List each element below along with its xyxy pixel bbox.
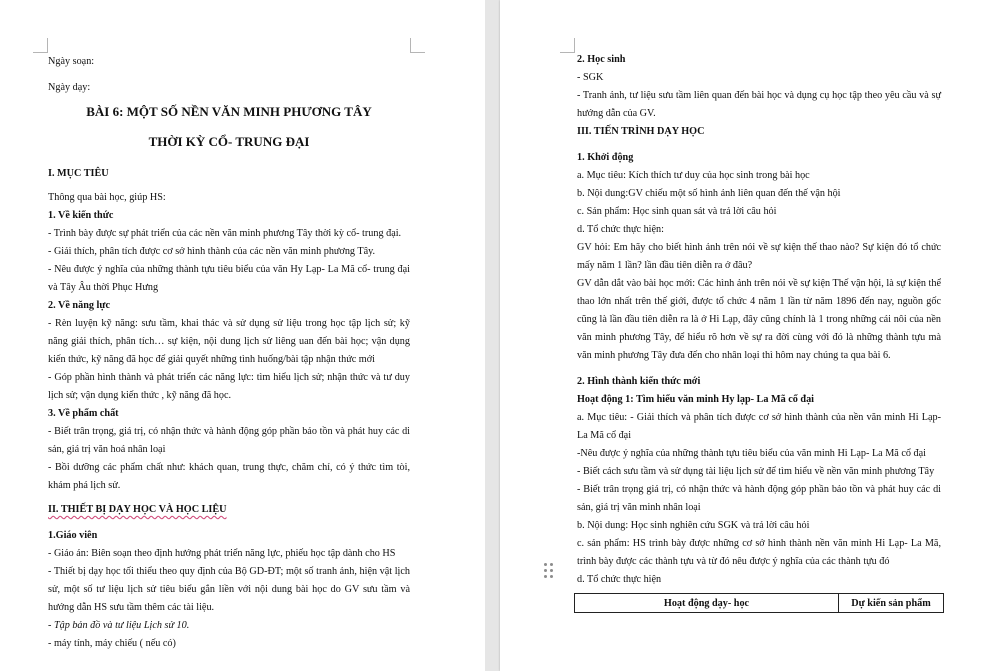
paragraph: c. Sản phẩm: Học sinh quan sát và trả lời câu hỏi [577, 206, 777, 217]
document-page-left [0, 0, 485, 671]
lesson-plan-table[interactable] [574, 593, 944, 613]
page-text-left[interactable] [48, 53, 410, 653]
paragraph: 3. Về phẩm chất [48, 408, 119, 419]
crop-mark [410, 38, 425, 53]
paragraph: c. sản phẩm: HS trình bày được những cơ sở hình thành nền văn minh Hi Lạp- La Mã, trình bày được các thành tựu và từ đó nêu được ý nghĩa của các thành tựu đó [577, 538, 941, 567]
paragraph: Thông qua bài học, giúp HS: [48, 192, 166, 203]
paragraph: Ngày dạy: [48, 82, 91, 93]
paragraph: - Góp phần hình thành và phát triển các năng lực: tìm hiểu lịch sử; nhận thức và tư duy lịch sử; vận dụng kiến thức , kỹ năng đã học. [48, 372, 410, 401]
paragraph: - Biết cách sưu tầm và sử dụng tài liệu lịch sử để tìm hiểu về nền văn minh phương Tây [577, 466, 935, 477]
paragraph: - Tập bản đồ và tư liệu Lịch sử 10. [48, 620, 190, 631]
paragraph: - Trình bày được sự phát triển của các nền văn minh phương Tây thời kỳ cổ- trung đại. [48, 228, 402, 239]
paragraph: - Thiết bị dạy học tối thiểu theo quy định của Bộ GD-ĐT; một số tranh ảnh, hiện vật lịch sử, một số tư liệu lịch sử tiêu biểu gắn liền với nội dung bài học do GV sưu tầm và hướng dẫn HS sưu tầm thêm các tài liệu. [48, 566, 410, 613]
paragraph: 1. Khởi động [577, 152, 634, 163]
paragraph: a. Mục tiêu: - Giải thích và phân tích được cơ sở hình thành của nền văn minh Hi Lạp- La Mã cổ đại [577, 412, 941, 441]
paragraph: -Nêu được ý nghĩa của những thành tựu tiêu biểu của văn minh Hi Lạp- La Mã cổ đại [577, 448, 926, 459]
paragraph: b. Nội dung:GV chiếu một số hình ảnh liên quan đến thế vận hội [577, 188, 841, 199]
paragraph: 1. Về kiến thức [48, 210, 114, 221]
crop-mark [560, 38, 575, 53]
paragraph: - SGK [577, 72, 604, 83]
paragraph: II. THIẾT BỊ DẠY HỌC VÀ HỌC LIỆU [48, 504, 227, 515]
paragraph: - Giáo án: Biên soạn theo định hướng phát triển năng lực, phiếu học tập dành cho HS [48, 548, 396, 559]
paragraph: d. Tổ chức thực hiện [577, 574, 662, 585]
paragraph: III. TIẾN TRÌNH DẠY HỌC [577, 126, 705, 137]
paragraph: - Rèn luyện kỹ năng: sưu tầm, khai thác và sử dụng sử liệu trong học tập lịch sử; kỹ năng giải thích, phân tích… sự kiện, nội dung lịch sử liêng uan đến bài học; vận dụng kiến thức, kỹ năng đã học để giải quyết những tình huống/bài tập nhận thức mới [48, 318, 410, 365]
paragraph: Hoạt động 1: Tìm hiểu văn minh Hy lạp- La Mã cổ đại [577, 394, 814, 405]
table-move-handle-icon[interactable] [544, 563, 554, 579]
paragraph: b. Nội dung: Học sinh nghiên cứu SGK và trả lời câu hỏi [577, 520, 810, 531]
paragraph: I. MỤC TIÊU [48, 168, 109, 179]
paragraph: - Biết trân trọng, giá trị, có nhận thức và hành động góp phần bảo tồn và phát huy các di sản, giá trị văn hoá nhân loại [48, 426, 410, 455]
paragraph: BÀI 6: MỘT SỐ NỀN VĂN MINH PHƯƠNG TÂY [86, 104, 372, 119]
paragraph: - Nêu được ý nghĩa của những thành tựu tiêu biểu của văn Hy Lạp- La Mã cổ- trung đại và Tây Âu thời Phục Hưng [48, 264, 410, 293]
paragraph: - Bồi dưỡng các phẩm chất như: khách quan, trung thực, chăm chỉ, có ý thức tìm tòi, khám phá lịch sử. [48, 462, 410, 491]
page-gap [485, 0, 500, 671]
document-page-right [500, 0, 993, 671]
table-header-product: Dự kiến sản phẩm [839, 594, 944, 613]
paragraph: - máy tính, máy chiếu ( nếu có) [48, 638, 176, 649]
table-header-activity: Hoạt động dạy- học [575, 594, 839, 613]
paragraph: 2. Hình thành kiến thức mới [577, 376, 701, 387]
paragraph: 1.Giáo viên [48, 530, 98, 541]
paragraph: - Giải thích, phân tích được cơ sở hình thành của các nền văn minh phương Tây. [48, 246, 376, 257]
paragraph: GV dẫn dắt vào bài học mới: Các hình ảnh trên nói về sự kiện Thế vận hội, là sự kiện thể thao lớn nhất trên thế giới, được tổ chức 4 năm 1 lần từ năm 1896 đến nay, nguồn gốc cũng là lần đầu tiên diễn ra là ở Hi Lạp, đây cũng chính là 1 trong những cái nôi của nền văn minh phương Tây, để hiểu rõ hơn về sự ra đời cùng với đó là những thành tựu mà văn minh phương Tây đưa đến cho nhân loại thì hôm nay chúng ta qua bài 6. [577, 278, 941, 361]
paragraph: - Biết trân trọng giá trị, có nhận thức và hành động góp phần bảo tồn và phát huy các di sản, giá trị văn minh nhân loại [577, 484, 941, 513]
crop-mark [33, 38, 48, 53]
paragraph: d. Tổ chức thực hiện: [577, 224, 664, 235]
paragraph: THỜI KỲ CỔ- TRUNG ĐẠI [148, 134, 310, 149]
paragraph: - Tranh ảnh, tư liệu sưu tầm liên quan đến bài học và dụng cụ học tập theo yêu cầu và sự hướng dẫn của GV. [577, 90, 941, 119]
paragraph: a. Mục tiêu: Kích thích tư duy của học sinh trong bài học [577, 170, 810, 181]
paragraph: Ngày soạn: [48, 56, 95, 67]
paragraph: 2. Học sinh [577, 54, 626, 65]
paragraph: GV hỏi: Em hãy cho biết hình ảnh trên nói về sự kiện thế thao nào? Sự kiện đó tổ chức mấy năm 1 lần? lần đầu tiên diễn ra ở đâu? [577, 242, 941, 271]
paragraph: 2. Về năng lực [48, 300, 110, 311]
page-text-right[interactable] [577, 51, 941, 613]
